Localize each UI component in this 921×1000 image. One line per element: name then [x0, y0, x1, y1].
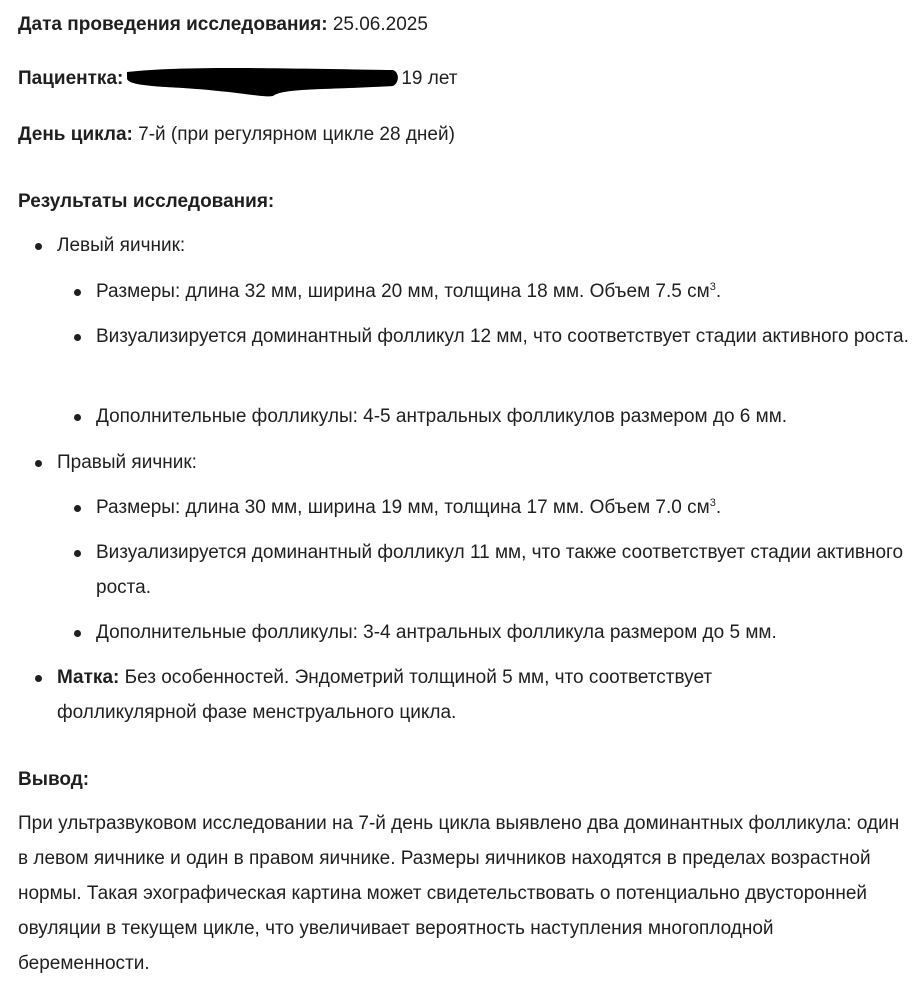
- list-item-left-dominant: [96, 319, 913, 354]
- left-ovary-title: Левый яичник:: [57, 235, 186, 256]
- conclusion-heading: Вывод:: [18, 769, 90, 790]
- left-volume-end: .: [715, 281, 722, 302]
- left-ovary-dominant-text: Визуализируется доминантный фолликул 12 мм, что соответствует стадии активного роста.: [96, 326, 909, 347]
- list-item-left-additional: [96, 399, 913, 434]
- list-item-right-dominant: [96, 535, 913, 605]
- list-item-right-additional: [96, 615, 913, 650]
- list-item-right-size: [96, 490, 913, 525]
- results-heading: Результаты исследования:: [18, 191, 275, 212]
- right-volume-end: .: [715, 497, 722, 518]
- conclusion-text: При ультразвуковом исследовании на 7-й день цикла выявлено два доминантных фолликула: один в левом яичнике и один в правом яичнике. Размеры яичников находятся в пределах возрастной нормы. Такая эхографическая картина может свидетельствовать о потенциально двусторонней овуляции в текущем цикле, что увеличивает вероятность наступления многоплодной беременности.: [18, 813, 900, 974]
- list-item-uterus: [57, 660, 771, 730]
- redaction-scribble: [123, 64, 399, 94]
- right-ovary-title: Правый яичник:: [57, 452, 197, 473]
- list-item-right-ovary: [57, 445, 911, 480]
- left-volume-superscript: 3: [709, 281, 716, 293]
- list-item-left-size: [96, 274, 913, 309]
- uterus-label: Матка:: [57, 667, 120, 688]
- right-ovary-dominant-text: Визуализируется доминантный фолликул 11 мм, что также соответствует стадии активного роста.: [96, 542, 904, 598]
- left-ovary-size-text: Размеры: длина 32 мм, ширина 20 мм, толщина 18 мм. Объем 7.5 см: [96, 281, 710, 302]
- cycle-day-label: День цикла:: [18, 124, 133, 145]
- list-item-left-ovary: [57, 228, 911, 263]
- exam-date-label: Дата проведения исследования:: [18, 14, 328, 35]
- patient-age: 19 лет: [401, 68, 458, 89]
- exam-date-value: 25.06.2025: [332, 14, 428, 35]
- right-volume-superscript: 3: [709, 497, 716, 509]
- patient-line: [18, 61, 911, 96]
- cycle-day-line: [18, 117, 911, 152]
- cycle-day-value: 7-й (при регулярном цикле 28 дней): [138, 124, 455, 145]
- right-ovary-size-text: Размеры: длина 30 мм, ширина 19 мм, толщина 17 мм. Объем 7.0 см: [96, 497, 710, 518]
- left-ovary-additional-text: Дополнительные фолликулы: 4-5 антральных фолликулов размером до 6 мм.: [96, 406, 788, 427]
- patient-label: Пациентка:: [18, 68, 124, 89]
- uterus-text: Без особенностей. Эндометрий толщиной 5 мм, что соответствует фолликулярной фазе менструального цикла.: [57, 667, 713, 723]
- exam-date-line: [18, 7, 911, 42]
- right-ovary-additional-text: Дополнительные фолликулы: 3-4 антральных фолликула размером до 5 мм.: [96, 622, 777, 643]
